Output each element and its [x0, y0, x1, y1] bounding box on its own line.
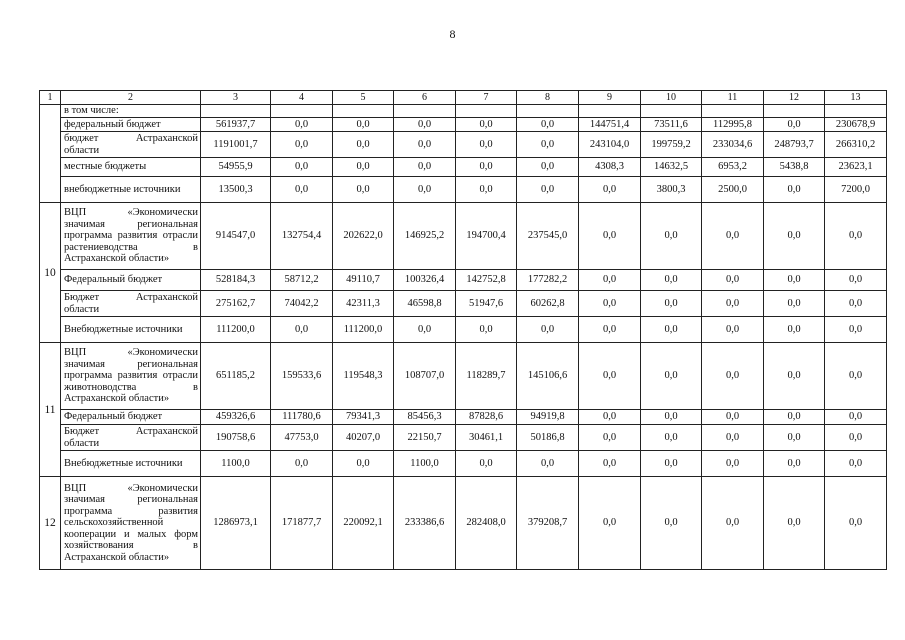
value-cell	[456, 105, 517, 118]
value-cell: 248793,7	[764, 132, 825, 158]
value-cell	[201, 105, 271, 118]
value-cell: 49110,7	[333, 270, 394, 291]
table-row	[40, 177, 887, 203]
value-cell: 144751,4	[579, 118, 641, 132]
value-cell: 0,0	[641, 343, 702, 410]
value-cell: 0,0	[825, 451, 887, 477]
value-cell: 0,0	[764, 291, 825, 317]
value-cell: 0,0	[641, 410, 702, 425]
value-cell: 0,0	[764, 270, 825, 291]
table-row	[40, 270, 887, 291]
value-cell: 0,0	[764, 425, 825, 451]
value-cell: 1100,0	[394, 451, 456, 477]
value-cell: 0,0	[333, 158, 394, 177]
table-row	[40, 132, 887, 158]
value-cell: 1286973,1	[201, 477, 271, 570]
value-cell: 0,0	[702, 477, 764, 570]
value-cell: 0,0	[825, 477, 887, 570]
header-row	[40, 91, 887, 105]
value-cell: 111780,6	[271, 410, 333, 425]
value-cell: 0,0	[579, 270, 641, 291]
page-number: 8	[449, 27, 456, 41]
value-cell: 0,0	[517, 177, 579, 203]
table-row	[40, 477, 887, 570]
value-cell: 0,0	[641, 291, 702, 317]
table-row	[40, 343, 887, 410]
value-cell: 0,0	[456, 177, 517, 203]
value-cell: 0,0	[764, 118, 825, 132]
value-cell: 0,0	[764, 410, 825, 425]
value-cell: 1100,0	[201, 451, 271, 477]
value-cell: 0,0	[456, 451, 517, 477]
row-label: Бюджет Астраханской области	[61, 425, 201, 451]
value-cell: 50186,8	[517, 425, 579, 451]
value-cell: 5438,8	[764, 158, 825, 177]
header-cell: 12	[764, 91, 825, 105]
row-label: ВЦП «Экономически значимая региональная программа развития сельскохозяйственной кооперации и малых форм хозяйствования в Астраханской области»	[61, 477, 201, 570]
header-cell: 2	[61, 91, 201, 105]
value-cell: 0,0	[271, 177, 333, 203]
value-cell	[702, 105, 764, 118]
value-cell	[394, 105, 456, 118]
value-cell: 0,0	[579, 477, 641, 570]
value-cell: 58712,2	[271, 270, 333, 291]
table-row	[40, 105, 887, 118]
value-cell: 0,0	[764, 203, 825, 270]
value-cell: 47753,0	[271, 425, 333, 451]
value-cell: 202622,0	[333, 203, 394, 270]
value-cell: 3800,3	[641, 177, 702, 203]
value-cell: 145106,6	[517, 343, 579, 410]
value-cell: 6953,2	[702, 158, 764, 177]
value-cell: 111200,0	[333, 317, 394, 343]
value-cell: 0,0	[764, 451, 825, 477]
row-label: Федеральный бюджет	[61, 270, 201, 291]
value-cell: 230678,9	[825, 118, 887, 132]
value-cell: 0,0	[517, 132, 579, 158]
value-cell: 94919,8	[517, 410, 579, 425]
value-cell: 0,0	[764, 177, 825, 203]
value-cell	[641, 105, 702, 118]
table-row	[40, 203, 887, 270]
header-cell: 3	[201, 91, 271, 105]
row-label: ВЦП «Экономически значимая региональная программа развития отрасли животноводства в Астраханской области»	[61, 343, 201, 410]
header-cell: 4	[271, 91, 333, 105]
row-number: 10	[40, 203, 61, 343]
row-label: бюджет Астраханской области	[61, 132, 201, 158]
value-cell: 0,0	[579, 410, 641, 425]
value-cell: 177282,2	[517, 270, 579, 291]
value-cell: 0,0	[394, 177, 456, 203]
row-label: Внебюджетные источники	[61, 451, 201, 477]
value-cell: 0,0	[456, 118, 517, 132]
value-cell: 4308,3	[579, 158, 641, 177]
value-cell: 0,0	[641, 270, 702, 291]
value-cell: 30461,1	[456, 425, 517, 451]
value-cell: 112995,8	[702, 118, 764, 132]
value-cell: 51947,6	[456, 291, 517, 317]
value-cell: 111200,0	[201, 317, 271, 343]
header-cell: 7	[456, 91, 517, 105]
value-cell: 914547,0	[201, 203, 271, 270]
value-cell: 266310,2	[825, 132, 887, 158]
value-cell: 74042,2	[271, 291, 333, 317]
table-row	[40, 118, 887, 132]
value-cell: 119548,3	[333, 343, 394, 410]
value-cell: 0,0	[702, 270, 764, 291]
row-label: Внебюджетные источники	[61, 317, 201, 343]
value-cell: 22150,7	[394, 425, 456, 451]
value-cell: 0,0	[702, 291, 764, 317]
value-cell: 0,0	[333, 132, 394, 158]
value-cell	[764, 105, 825, 118]
value-cell: 0,0	[517, 158, 579, 177]
value-cell: 0,0	[456, 317, 517, 343]
value-cell: 54955,9	[201, 158, 271, 177]
value-cell: 0,0	[764, 317, 825, 343]
value-cell: 0,0	[333, 177, 394, 203]
value-cell: 0,0	[825, 203, 887, 270]
value-cell: 146925,2	[394, 203, 456, 270]
value-cell: 0,0	[271, 158, 333, 177]
value-cell: 0,0	[702, 203, 764, 270]
value-cell: 1191001,7	[201, 132, 271, 158]
value-cell: 2500,0	[702, 177, 764, 203]
row-label: внебюджетные источники	[61, 177, 201, 203]
row-number	[40, 105, 61, 203]
value-cell: 0,0	[271, 118, 333, 132]
value-cell: 199759,2	[641, 132, 702, 158]
value-cell: 651185,2	[201, 343, 271, 410]
value-cell	[271, 105, 333, 118]
value-cell: 243104,0	[579, 132, 641, 158]
value-cell: 0,0	[271, 132, 333, 158]
value-cell: 282408,0	[456, 477, 517, 570]
value-cell: 23623,1	[825, 158, 887, 177]
value-cell: 132754,4	[271, 203, 333, 270]
value-cell	[517, 105, 579, 118]
value-cell: 13500,3	[201, 177, 271, 203]
value-cell: 73511,6	[641, 118, 702, 132]
value-cell: 0,0	[825, 317, 887, 343]
value-cell: 0,0	[394, 132, 456, 158]
value-cell: 0,0	[825, 410, 887, 425]
value-cell: 159533,6	[271, 343, 333, 410]
value-cell: 0,0	[641, 477, 702, 570]
value-cell: 0,0	[702, 451, 764, 477]
header-cell: 9	[579, 91, 641, 105]
value-cell: 0,0	[394, 118, 456, 132]
value-cell: 0,0	[579, 177, 641, 203]
row-label: в том числе:	[61, 105, 201, 118]
value-cell: 379208,7	[517, 477, 579, 570]
value-cell: 0,0	[641, 203, 702, 270]
header-cell: 6	[394, 91, 456, 105]
row-label: Бюджет Астраханской области	[61, 291, 201, 317]
value-cell: 0,0	[271, 317, 333, 343]
header-cell: 5	[333, 91, 394, 105]
value-cell: 237545,0	[517, 203, 579, 270]
value-cell: 0,0	[702, 343, 764, 410]
value-cell: 87828,6	[456, 410, 517, 425]
table-row	[40, 291, 887, 317]
value-cell: 233386,6	[394, 477, 456, 570]
value-cell: 0,0	[579, 291, 641, 317]
value-cell: 0,0	[579, 317, 641, 343]
value-cell: 0,0	[456, 132, 517, 158]
value-cell: 459326,6	[201, 410, 271, 425]
value-cell: 0,0	[641, 425, 702, 451]
value-cell: 0,0	[579, 203, 641, 270]
value-cell: 233034,6	[702, 132, 764, 158]
value-cell	[825, 105, 887, 118]
value-cell: 108707,0	[394, 343, 456, 410]
table-row	[40, 425, 887, 451]
value-cell: 0,0	[271, 451, 333, 477]
value-cell: 42311,3	[333, 291, 394, 317]
value-cell: 0,0	[517, 317, 579, 343]
row-number: 12	[40, 477, 61, 570]
value-cell: 171877,7	[271, 477, 333, 570]
value-cell: 0,0	[825, 425, 887, 451]
value-cell: 0,0	[764, 477, 825, 570]
value-cell: 0,0	[517, 451, 579, 477]
value-cell: 142752,8	[456, 270, 517, 291]
value-cell: 0,0	[641, 451, 702, 477]
value-cell	[333, 105, 394, 118]
value-cell: 194700,4	[456, 203, 517, 270]
header-cell: 1	[40, 91, 61, 105]
budget-table	[39, 90, 887, 570]
table-row	[40, 451, 887, 477]
header-cell: 8	[517, 91, 579, 105]
value-cell: 0,0	[825, 343, 887, 410]
value-cell: 528184,3	[201, 270, 271, 291]
value-cell: 0,0	[579, 451, 641, 477]
value-cell: 0,0	[517, 118, 579, 132]
table-row	[40, 158, 887, 177]
value-cell: 0,0	[333, 118, 394, 132]
value-cell: 0,0	[702, 317, 764, 343]
value-cell: 60262,8	[517, 291, 579, 317]
value-cell: 7200,0	[825, 177, 887, 203]
value-cell: 0,0	[641, 317, 702, 343]
value-cell: 85456,3	[394, 410, 456, 425]
value-cell: 220092,1	[333, 477, 394, 570]
value-cell	[579, 105, 641, 118]
value-cell: 118289,7	[456, 343, 517, 410]
row-label: федеральный бюджет	[61, 118, 201, 132]
row-number: 11	[40, 343, 61, 477]
value-cell: 0,0	[825, 270, 887, 291]
value-cell: 0,0	[579, 343, 641, 410]
value-cell: 40207,0	[333, 425, 394, 451]
header-cell: 13	[825, 91, 887, 105]
value-cell: 0,0	[394, 158, 456, 177]
value-cell: 561937,7	[201, 118, 271, 132]
value-cell: 0,0	[825, 291, 887, 317]
row-label: Федеральный бюджет	[61, 410, 201, 425]
value-cell: 190758,6	[201, 425, 271, 451]
row-label: местные бюджеты	[61, 158, 201, 177]
table-row	[40, 317, 887, 343]
value-cell: 0,0	[702, 425, 764, 451]
value-cell: 100326,4	[394, 270, 456, 291]
value-cell: 0,0	[394, 317, 456, 343]
row-label: ВЦП «Экономически значимая региональная программа развития отрасли растениеводства в Астраханской области»	[61, 203, 201, 270]
value-cell: 14632,5	[641, 158, 702, 177]
value-cell: 0,0	[333, 451, 394, 477]
value-cell: 275162,7	[201, 291, 271, 317]
value-cell: 0,0	[702, 410, 764, 425]
value-cell: 0,0	[764, 343, 825, 410]
header-cell: 11	[702, 91, 764, 105]
table-row	[40, 410, 887, 425]
value-cell: 79341,3	[333, 410, 394, 425]
value-cell: 0,0	[579, 425, 641, 451]
value-cell: 46598,8	[394, 291, 456, 317]
value-cell: 0,0	[456, 158, 517, 177]
header-cell: 10	[641, 91, 702, 105]
